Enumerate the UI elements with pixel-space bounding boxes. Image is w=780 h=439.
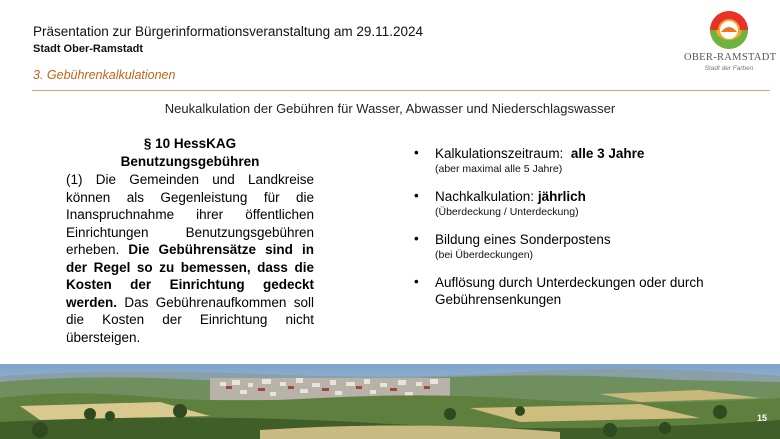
- logo-tagline: Stadt der Farben: [704, 65, 754, 72]
- section-title: 3. Gebührenkalkulationen: [33, 68, 176, 82]
- bullet-icon: •: [414, 274, 419, 289]
- law-title-name: Benutzungsgebühren: [120, 153, 260, 169]
- bullet-icon: •: [414, 145, 419, 160]
- bullet-icon: •: [414, 231, 419, 246]
- header-divider: [32, 90, 770, 91]
- law-text-part1: (1) Die Gemeinden und Landkreise können als Gegenleistung für die Inanspruchnahme ihrer öffentlichen Einrichtungen Benutzungsgebühren erheben.: [66, 172, 314, 257]
- law-text-emphasis: Die Gebührensätze sind in der Regel so zu bemessen, dass die Kosten der Einrichtung gedeckt werden.: [66, 242, 314, 310]
- list-item: [414, 274, 744, 308]
- bullet-note: (bei Überdeckungen): [435, 249, 534, 261]
- law-text-part2: Das Gebührenaufkommen soll die Kosten der Einrichtung nicht übersteigen.: [66, 294, 314, 345]
- bullet-note: (aber maximal alle 5 Jahre): [435, 163, 563, 175]
- bullet-text: Auflösung durch Unterdeckungen oder durch Gebührensenkungen: [435, 275, 704, 307]
- list-item: [414, 145, 744, 176]
- law-title: [66, 135, 314, 170]
- law-text: [66, 171, 314, 346]
- logo-wordmark: OBER-RAMSTADT: [684, 52, 777, 63]
- list-item: [414, 231, 744, 262]
- bullet-emphasis: alle 3 Jahre: [570, 146, 645, 161]
- logo-emblem-icon: [706, 8, 752, 52]
- page-number: 15: [757, 413, 768, 423]
- list-item: [414, 188, 744, 219]
- bullet-text: [435, 145, 744, 162]
- bullet-text: Bildung eines Sonderpostens: [435, 232, 611, 247]
- bullet-label: Kalkulationszeitraum:: [435, 146, 564, 161]
- presentation-title: Präsentation zur Bürgerinformationsveranstaltung am 29.11.2024: [33, 24, 423, 39]
- organization-name: Stadt Ober-Ramstadt: [33, 43, 144, 55]
- town-panorama-image: [0, 364, 780, 439]
- law-title-paragraph: § 10 HessKAG: [143, 136, 237, 151]
- city-logo: [684, 8, 777, 78]
- bullet-text: [435, 188, 744, 205]
- bullet-icon: •: [414, 188, 419, 203]
- bullet-list: [414, 145, 744, 320]
- bullet-label: Nachkalkulation:: [435, 189, 535, 204]
- bullet-note: (Überdeckung / Unterdeckung): [435, 206, 579, 218]
- slide-heading: Neukalkulation der Gebühren für Wasser, Abwasser und Niederschlagswasser: [164, 101, 616, 116]
- bullet-emphasis: jährlich: [537, 189, 586, 204]
